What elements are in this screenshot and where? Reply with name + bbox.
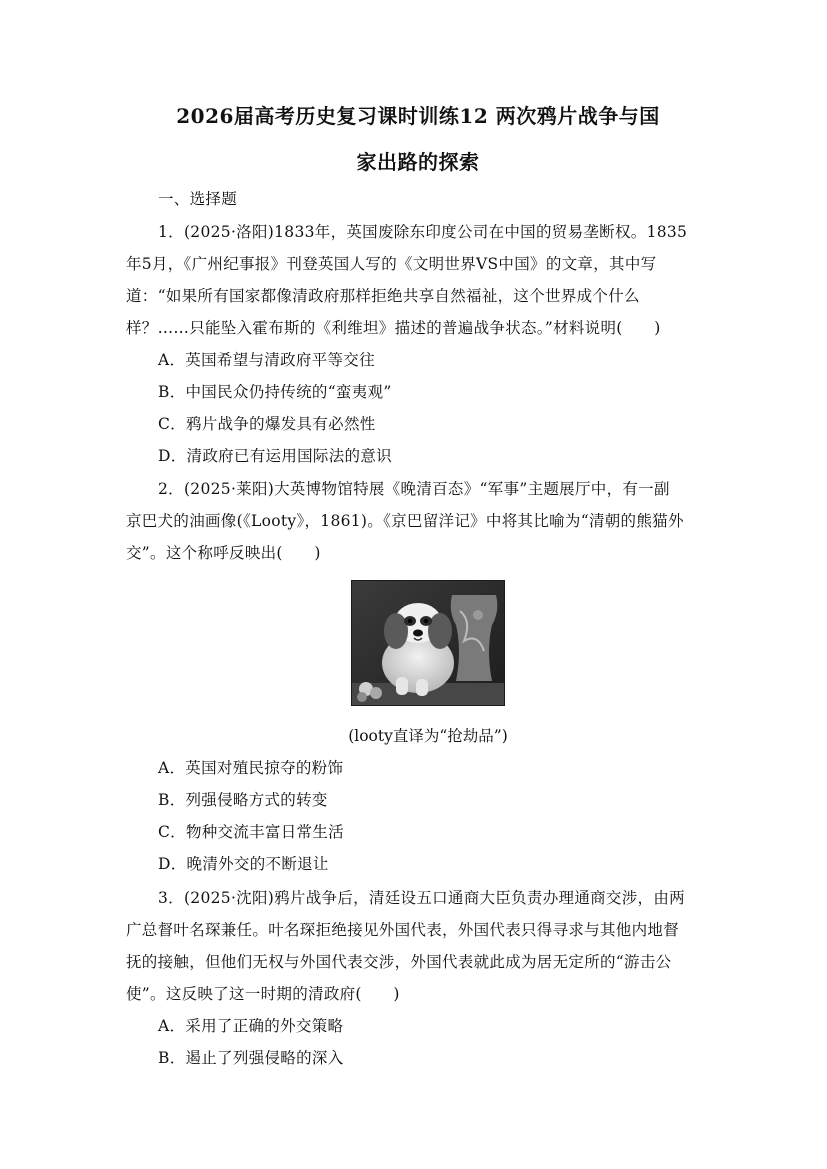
question-1-line-2: 年5月，《广州纪事报》刊登英国人写的《文明世界VS中国》的文章，其中写 (126, 255, 657, 273)
question-1-option-a: A．英国希望与清政府平等交往 (158, 351, 375, 369)
question-2-option-a: A．英国对殖民掠夺的粉饰 (158, 759, 344, 777)
question-2-line-1: 2．(2025·莱阳)大英博物馆特展《晚清百态》“军事”主题展厅中，有一副 (158, 480, 670, 498)
question-2-option-d: D．晚清外交的不断退让 (158, 855, 329, 873)
question-3-option-b: B．遏止了列强侵略的深入 (158, 1049, 344, 1067)
question-1-option-c: C．鸦片战争的爆发具有必然性 (158, 415, 376, 433)
question-1-option-d: D．清政府已有运用国际法的意识 (158, 447, 392, 465)
question-3-line-4: 使”。这反映了这一时期的清政府( ) (126, 985, 400, 1003)
figure-caption: (looty直译为“抢劫品”) (348, 727, 508, 745)
section-heading: 一、选择题 (158, 190, 238, 208)
looty-dog-painting (351, 580, 505, 706)
question-2-line-3: 交”。这个称呼反映出( ) (126, 544, 321, 562)
question-2-option-b: B．列强侵略方式的转变 (158, 791, 328, 809)
question-2-line-2: 京巴犬的油画像(《Looty》，1861)。《京巴留洋记》中将其比喻为“清朝的熊猫外 (126, 512, 684, 530)
document-title-line-1: 2026届高考历史复习课时训练12 两次鸦片战争与国 (176, 104, 660, 128)
question-1-line-1: 1．(2025·洛阳)1833年，英国废除东印度公司在中国的贸易垄断权。1835 (158, 223, 688, 241)
question-3-option-a: A．采用了正确的外交策略 (158, 1017, 344, 1035)
question-3-line-3: 抚的接触，但他们无权与外国代表交涉，外国代表就此成为居无定所的“游击公 (126, 953, 672, 971)
document-title-line-2: 家出路的探索 (356, 150, 480, 174)
question-3-line-2: 广总督叶名琛兼任。叶名琛拒绝接见外国代表，外国代表只得寻求与其他内地督 (126, 921, 680, 939)
question-1-line-4: 样？……只能坠入霍布斯的《利维坦》描述的普遍战争状态。”材料说明( ) (126, 319, 661, 337)
question-2-option-c: C．物种交流丰富日常生活 (158, 823, 344, 841)
question-1-option-b: B．中国民众仍持传统的“蛮夷观” (158, 383, 392, 401)
question-3-line-1: 3．(2025·沈阳)鸦片战争后，清廷设五口通商大臣负责办理通商交涉，由两 (158, 889, 685, 907)
question-1-line-3: 道：“如果所有国家都像清政府那样拒绝共享自然福祉，这个世界成个什么 (126, 287, 640, 305)
